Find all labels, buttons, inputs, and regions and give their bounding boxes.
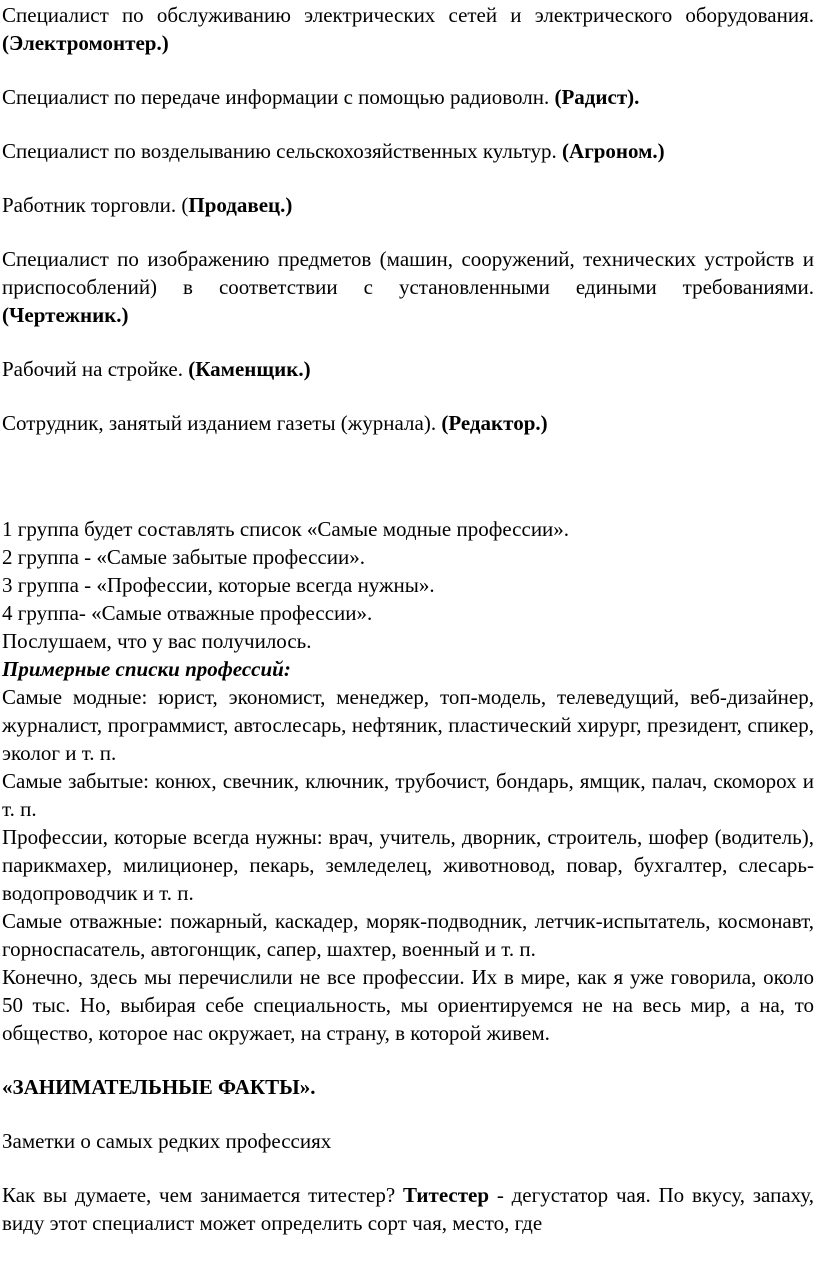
facts-heading: «ЗАНИМАТЕЛЬНЫЕ ФАКТЫ». (2, 1075, 316, 1099)
profession-list: Самые модные: юрист, экономист, менеджер, топ-модель, телеведущий, веб-дизайнер, журналист, программист, автослесарь, нефтяник, пластический хирург, президент, спикер, эколог и т. п. (2, 685, 814, 765)
lists-heading: Примерные списки профессий: (2, 657, 291, 681)
fact-paragraph: Как вы думаете, чем занимается титестер? Титестер - дегустатор чая. По вкусу, запаху, виду этот специалист может определить сорт чая, место, где (2, 1183, 814, 1235)
profession-answer: (Радист). (554, 85, 640, 109)
profession-definition: Специалист по обслуживанию электрических сетей и электрического оборудования. (Электромонтер.) (2, 3, 814, 55)
profession-answer: Продавец.) (188, 193, 293, 217)
profession-list: Профессии, которые всегда нужны: врач, учитель, дворник, строитель, шофер (водитель), парикмахер, милиционер, пекарь, земледелец, животновод, повар, бухгалтер, слесарь-водопроводчик и т. п. (2, 825, 814, 905)
profession-definition: Работник торговли. (Продавец.) (2, 193, 293, 217)
profession-definition: Сотрудник, занятый изданием газеты (журнала). (Редактор.) (2, 411, 548, 435)
profession-definition: Специалист по передаче информации с помощью радиоволн. (Радист). (2, 85, 640, 109)
profession-definition: Рабочий на стройке. (Каменщик.) (2, 357, 311, 381)
group-task: Послушаем, что у вас получилось. (2, 629, 312, 653)
group-task: 2 группа - «Самые забытые профессии». (2, 545, 365, 569)
profession-definition: Специалист по возделыванию сельскохозяйственных культур. (Агроном.) (2, 139, 665, 163)
profession-answer: (Электромонтер.) (2, 31, 169, 55)
facts-subheading: Заметки о самых редких профессиях (2, 1129, 332, 1153)
group-task: 1 группа будет составлять список «Самые модные профессии». (2, 517, 570, 541)
fact-term: Титестер (402, 1183, 490, 1207)
profession-answer: (Чертежник.) (2, 303, 129, 327)
group-task: 3 группа - «Профессии, которые всегда нужны». (2, 573, 435, 597)
profession-list: Самые отважные: пожарный, каскадер, моряк-подводник, летчик-испытатель, космонавт, горноспасатель, автогонщик, сапер, шахтер, военный и т. п. (2, 909, 814, 961)
profession-definition: Специалист по изображению предметов (машин, сооружений, технических устройств и приспособлений) в соответствии с установленными едиными требованиями. (Чертежник.) (2, 247, 814, 327)
conclusion-paragraph: Конечно, здесь мы перечислили не все профессии. Их в мире, как я уже говорила, около 50 тыс. Но, выбирая себе специальность, мы ориентируемся не на весь мир, а на, то общество, которое нас окружает, на страну, в которой живем. (2, 965, 814, 1045)
group-task: 4 группа- «Самые отважные профессии». (2, 601, 373, 625)
profession-answer: (Каменщик.) (188, 357, 311, 381)
profession-list: Самые забытые: конюх, свечник, ключник, трубочист, бондарь, ямщик, палач, скоморох и т. п. (2, 769, 814, 821)
profession-answer: (Редактор.) (441, 411, 548, 435)
profession-answer: (Агроном.) (562, 139, 665, 163)
